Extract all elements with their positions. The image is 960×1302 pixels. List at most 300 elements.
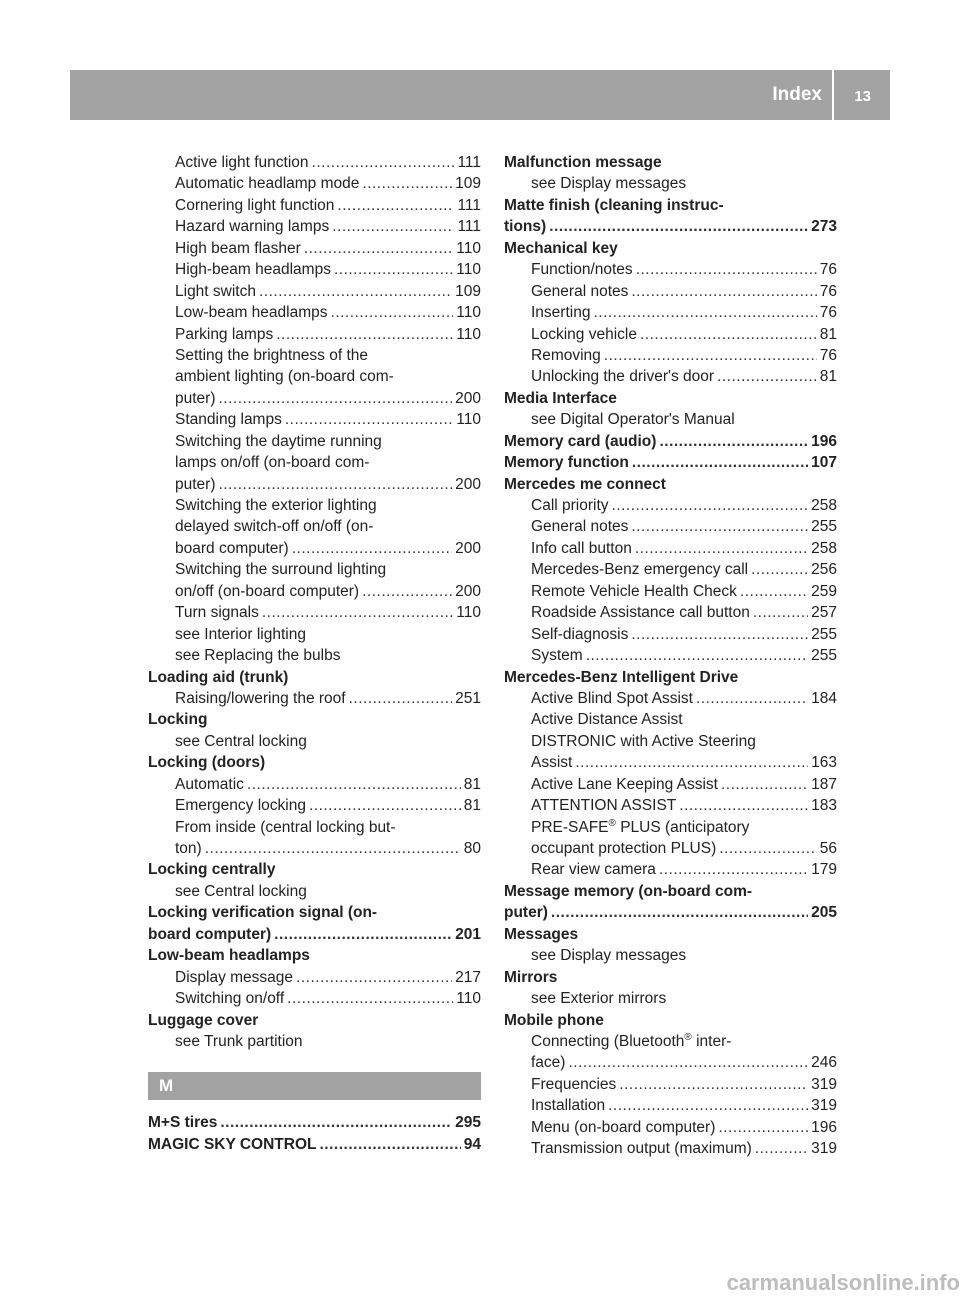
index-subentry[interactable] [504, 1074, 837, 1095]
index-list-m [148, 1112, 481, 1155]
index-subentry[interactable] [504, 302, 837, 323]
page-ref[interactable]: 81 [463, 797, 481, 815]
entry-label: Light switch [175, 282, 256, 300]
entry-label: Switching the exterior lighting [175, 497, 377, 514]
entry-text [531, 688, 693, 709]
entry-text [531, 817, 749, 838]
entry-text [504, 431, 656, 452]
index-entry[interactable] [148, 1112, 481, 1133]
entry-label: puter) [175, 389, 216, 407]
page-ref[interactable]: 319 [811, 1075, 837, 1093]
index-subentry[interactable] [504, 559, 837, 580]
entry-text [148, 924, 271, 945]
page-ref[interactable]: 179 [811, 861, 837, 879]
dot-leader [276, 324, 453, 345]
entry-label: Active light function [175, 154, 309, 171]
dot-leader [631, 516, 808, 537]
entry-label: MAGIC SKY CONTROL [148, 1135, 317, 1153]
index-entry[interactable] [504, 902, 837, 923]
entry-text [175, 259, 331, 280]
entry-text [531, 1074, 616, 1095]
entry-text [175, 559, 386, 580]
index-subentry [504, 945, 837, 966]
entry-label: Raising/lowering the roof [175, 689, 346, 707]
entry-text [531, 281, 628, 302]
entry-text [175, 431, 382, 452]
entry-text [531, 988, 666, 1009]
entry-label: board computer) [175, 539, 289, 557]
index-subentry[interactable] [148, 238, 481, 259]
page-ref[interactable]: 246 [811, 1054, 837, 1072]
dot-leader [753, 602, 808, 623]
index-subentry [148, 495, 481, 516]
index-subentry[interactable] [148, 774, 481, 795]
entry-text [175, 452, 369, 473]
entry-text [175, 474, 216, 495]
page-ref[interactable]: 111 [457, 218, 481, 236]
page-ref[interactable]: 56 [819, 840, 837, 857]
index-subentry[interactable] [504, 259, 837, 280]
entry-text [531, 624, 628, 645]
page-ref[interactable]: 217 [455, 968, 481, 986]
entry-label: Turn signals [175, 604, 259, 622]
index-subentry[interactable] [148, 474, 481, 495]
page-ref[interactable]: 187 [811, 775, 837, 793]
page-ref[interactable]: 183 [811, 797, 837, 815]
dot-leader [755, 1138, 808, 1159]
page-ref[interactable]: 200 [455, 475, 481, 493]
entry-label: Messages [504, 925, 579, 943]
index-entry [148, 752, 481, 773]
page-ref[interactable]: 255 [811, 625, 837, 643]
dot-leader [721, 774, 808, 795]
page-ref[interactable]: 196 [811, 1118, 837, 1136]
dot-leader [659, 859, 808, 880]
entry-text [531, 409, 735, 430]
dot-leader [312, 152, 455, 173]
entry-label: Function/notes [531, 261, 633, 279]
page-ref[interactable]: 319 [811, 1097, 837, 1115]
entry-text [531, 1052, 565, 1073]
dot-leader [751, 559, 808, 580]
section-m-header: M [148, 1072, 481, 1100]
page-ref[interactable]: 200 [455, 389, 481, 407]
index-subentry [148, 559, 481, 580]
entry-label: Installation [531, 1097, 606, 1115]
page-ref[interactable]: 273 [811, 218, 837, 236]
page-ref[interactable]: 110 [456, 304, 481, 322]
entry-text [531, 1031, 731, 1052]
entry-text [175, 173, 359, 194]
entry-text [531, 173, 686, 194]
page-ref[interactable]: 81 [819, 368, 837, 386]
index-entry [504, 388, 837, 409]
index-entry[interactable] [148, 924, 481, 945]
index-subentry[interactable] [504, 281, 837, 302]
dot-leader [219, 388, 453, 409]
dot-leader [696, 688, 808, 709]
entry-label: board computer) [148, 925, 272, 943]
entry-label: Automatic headlamp mode [175, 175, 360, 193]
page-ref[interactable]: 110 [456, 261, 481, 279]
entry-label: Locking (doors) [148, 754, 266, 772]
entry-label: From inside (central locking but- [175, 818, 396, 836]
entry-label: General notes [531, 282, 629, 300]
index-entry [504, 881, 837, 902]
entry-text [531, 345, 601, 366]
entry-text [531, 581, 737, 602]
entry-label: tions) [504, 218, 547, 236]
dot-leader [362, 581, 452, 602]
entry-label: occupant protection PLUS) [531, 840, 717, 857]
entry-label: ton) [175, 840, 202, 857]
entry-text [175, 817, 396, 838]
entry-text [175, 731, 307, 752]
entry-label: Removing [531, 346, 601, 364]
entry-label: face) [531, 1054, 566, 1072]
entry-text [148, 1112, 217, 1133]
index-subentry [148, 1031, 481, 1052]
watermark: carmanualsonline.info [726, 1270, 960, 1295]
entry-text [175, 302, 328, 323]
page-ref[interactable]: 76 [819, 346, 837, 364]
entry-label: Active Distance Assist [531, 711, 683, 729]
entry-label: Rear view camera [531, 861, 656, 879]
dot-leader [640, 324, 817, 345]
entry-text [175, 967, 293, 988]
page-ref[interactable]: 80 [463, 840, 481, 857]
index-list-right [504, 152, 837, 1160]
entry-text [175, 516, 373, 537]
page-ref[interactable]: 258 [811, 497, 837, 514]
index-entry [504, 152, 837, 173]
page-ref[interactable]: 110 [456, 325, 481, 343]
dot-leader [331, 302, 454, 323]
entry-text [504, 238, 618, 259]
dot-leader [619, 1074, 808, 1095]
index-entry [504, 195, 837, 216]
entry-text [531, 602, 750, 623]
page-ref[interactable]: 256 [811, 561, 837, 579]
dot-leader [337, 195, 454, 216]
entry-text [531, 559, 748, 580]
entry-text [148, 945, 310, 966]
dot-leader [575, 752, 808, 773]
page-ref[interactable]: 81 [463, 775, 481, 793]
index-subentry[interactable] [504, 1138, 837, 1159]
entry-label: Transmission output (maximum) [531, 1140, 752, 1158]
entry-label: Locking verification signal (on- [148, 904, 378, 922]
dot-leader [205, 838, 461, 859]
entry-label: see Digital Operator's Manual [531, 411, 735, 429]
entry-text [504, 388, 617, 409]
entry-label: Media Interface [504, 389, 617, 407]
entry-label: Remote Vehicle Health Check [531, 582, 737, 600]
index-entry[interactable] [504, 452, 837, 473]
index-subentry[interactable] [504, 324, 837, 345]
index-entry [148, 709, 481, 730]
index-subentry[interactable] [148, 538, 481, 559]
entry-label: Luggage cover [148, 1011, 259, 1029]
entry-text [531, 538, 632, 559]
dot-leader [285, 409, 453, 430]
index-subentry[interactable] [148, 152, 481, 173]
index-column-left [148, 152, 481, 1155]
index-subentry[interactable] [504, 538, 837, 559]
entry-text [175, 602, 259, 623]
entry-label: Setting the brightness of the [175, 346, 369, 364]
entry-text [531, 859, 656, 880]
dot-leader [309, 795, 461, 816]
entry-label: Active Lane Keeping Assist [531, 775, 718, 793]
page-ref[interactable]: 258 [811, 539, 837, 557]
entry-label: Menu (on-board computer) [531, 1118, 716, 1136]
index-subentry [148, 452, 481, 473]
entry-text [175, 195, 334, 216]
entry-text [175, 988, 284, 1009]
entry-label: Assist [531, 754, 573, 772]
dot-leader [631, 281, 816, 302]
page-ref[interactable]: 251 [455, 689, 481, 707]
index-subentry[interactable] [504, 1117, 837, 1138]
entry-label: Connecting (Bluetooth [531, 1032, 685, 1050]
index-subentry[interactable] [504, 602, 837, 623]
entry-label: Display message [175, 968, 294, 986]
entry-label: see Replacing the bulbs [175, 647, 341, 665]
entry-text [175, 152, 309, 173]
entry-label: Roadside Assistance call button [531, 604, 750, 622]
index-subentry[interactable] [504, 1095, 837, 1116]
index-subentry[interactable] [504, 345, 837, 366]
index-subentry[interactable] [148, 173, 481, 194]
index-subentry[interactable] [504, 838, 837, 859]
index-column-right [504, 152, 837, 1160]
entry-text [175, 409, 282, 430]
entry-label: Cornering light function [175, 196, 335, 214]
entry-label: Malfunction message [504, 154, 662, 171]
entry-label: Mercedes-Benz Intelligent Drive [504, 668, 739, 686]
page-ref[interactable]: 259 [811, 582, 837, 600]
index-entry [504, 474, 837, 495]
index-subentry[interactable] [148, 281, 481, 302]
entry-text [175, 688, 346, 709]
dot-leader [631, 624, 808, 645]
index-subentry[interactable] [148, 967, 481, 988]
entry-text [148, 1010, 258, 1031]
entry-label: Low-beam headlamps [148, 947, 310, 965]
dot-leader [362, 173, 452, 194]
index-subentry[interactable] [504, 1052, 837, 1073]
index-entry [504, 924, 837, 945]
dot-leader [718, 1117, 808, 1138]
index-subentry[interactable] [504, 688, 837, 709]
page-ref[interactable]: 205 [811, 904, 837, 922]
entry-label: Memory card (audio) [504, 432, 657, 450]
entry-label: Locking centrally [148, 861, 276, 879]
index-subentry[interactable] [504, 774, 837, 795]
entry-text [531, 324, 637, 345]
dot-leader [304, 238, 453, 259]
index-subentry[interactable] [148, 259, 481, 280]
entry-text [531, 945, 686, 966]
page-ref[interactable]: 196 [811, 432, 837, 450]
entry-label: Parking lamps [175, 325, 274, 343]
entry-label: Switching the surround lighting [175, 561, 387, 579]
dot-leader [551, 902, 808, 923]
page-ref[interactable]: 184 [811, 689, 837, 707]
index-subentry [148, 516, 481, 537]
index-subentry[interactable] [148, 195, 481, 216]
entry-label: Locking [148, 711, 208, 729]
entry-text [175, 216, 329, 237]
page-ref[interactable]: 200 [455, 582, 481, 600]
page-ref[interactable]: 257 [811, 604, 837, 622]
page-ref[interactable]: 163 [811, 754, 837, 772]
index-subentry [504, 731, 837, 752]
entry-text [175, 624, 306, 645]
entry-text [531, 774, 718, 795]
index-subentry[interactable] [504, 624, 837, 645]
index-subentry[interactable] [148, 988, 481, 1009]
entry-text [175, 281, 256, 302]
page-ref[interactable]: 94 [463, 1135, 481, 1153]
entry-label: delayed switch-off on/off (on- [175, 518, 374, 536]
index-subentry[interactable] [504, 581, 837, 602]
entry-text [504, 452, 629, 473]
entry-label: M+S tires [148, 1114, 218, 1132]
page-ref[interactable]: 110 [456, 990, 481, 1008]
index-subentry[interactable] [148, 216, 481, 237]
index-entry[interactable] [148, 1134, 481, 1155]
index-subentry [504, 709, 837, 730]
index-subentry[interactable] [504, 495, 837, 516]
dot-leader [612, 495, 809, 516]
dot-leader [220, 1112, 452, 1133]
index-subentry[interactable] [148, 602, 481, 623]
entry-text [531, 495, 609, 516]
entry-label: Message memory (on-board com- [504, 882, 753, 900]
dot-leader [549, 216, 808, 237]
page-ref[interactable]: 110 [456, 239, 481, 257]
entry-text [531, 709, 683, 730]
entry-label: puter) [504, 904, 548, 922]
dot-leader [320, 1134, 461, 1155]
index-entry[interactable] [504, 216, 837, 237]
entry-label: System [531, 647, 583, 665]
index-subentry [504, 409, 837, 430]
entry-text [175, 538, 289, 559]
index-subentry[interactable] [504, 645, 837, 666]
index-subentry[interactable] [148, 324, 481, 345]
dot-leader [635, 538, 808, 559]
index-subentry[interactable] [148, 795, 481, 816]
index-subentry [504, 988, 837, 1009]
entry-label: see Display messages [531, 175, 687, 193]
entry-label: Call priority [531, 497, 609, 514]
entry-text [531, 366, 714, 387]
entry-label: Switching the daytime running [175, 432, 382, 450]
entry-label: Switching on/off [175, 990, 285, 1008]
page-ref[interactable]: 295 [455, 1114, 481, 1132]
entry-label: see Central locking [175, 882, 307, 900]
entry-label: see Exterior mirrors [531, 990, 667, 1008]
page-ref[interactable]: 81 [819, 325, 837, 343]
dot-leader [334, 259, 453, 280]
entry-label: PRE-SAFE [531, 818, 609, 836]
index-subentry [504, 1031, 837, 1052]
entry-label: Loading aid (trunk) [148, 668, 289, 686]
entry-label: Mechanical key [504, 239, 618, 257]
section-title: Index [772, 84, 822, 105]
page-ref[interactable]: 76 [819, 282, 837, 300]
entry-text [175, 645, 340, 666]
page-ref[interactable]: 201 [455, 925, 481, 943]
page-ref[interactable]: 111 [457, 154, 481, 171]
page-ref[interactable]: 110 [456, 411, 481, 429]
entry-label: see Central locking [175, 732, 307, 750]
index-subentry[interactable] [148, 688, 481, 709]
index-subentry[interactable] [148, 388, 481, 409]
entry-text [148, 859, 275, 880]
entry-text [504, 881, 752, 902]
page-ref[interactable]: 319 [811, 1140, 837, 1158]
index-subentry[interactable] [148, 409, 481, 430]
index-subentry [148, 345, 481, 366]
index-subentry[interactable] [148, 302, 481, 323]
dot-leader [632, 452, 808, 473]
dot-leader [586, 645, 808, 666]
entry-label: Mercedes me connect [504, 475, 666, 493]
dot-leader [679, 795, 808, 816]
index-subentry [148, 645, 481, 666]
entry-label: Unlocking the driver's door [531, 368, 715, 386]
index-subentry [504, 173, 837, 194]
dot-leader [349, 688, 453, 709]
index-subentry[interactable] [504, 516, 837, 537]
index-subentry[interactable] [504, 859, 837, 880]
index-entry [504, 238, 837, 259]
index-subentry[interactable] [504, 752, 837, 773]
index-entry[interactable] [504, 431, 837, 452]
entry-text [531, 1138, 752, 1159]
index-subentry[interactable] [148, 838, 481, 859]
index-subentry [148, 624, 481, 645]
index-subentry[interactable] [504, 795, 837, 816]
page-ref[interactable]: 76 [819, 304, 837, 322]
page-ref[interactable]: 255 [811, 647, 837, 665]
page-ref[interactable]: 76 [819, 261, 837, 279]
page-ref[interactable]: 111 [457, 196, 481, 214]
page-ref[interactable]: 109 [455, 175, 481, 193]
entry-text [531, 302, 590, 323]
page-ref[interactable]: 255 [811, 518, 837, 536]
entry-label: Locking vehicle [531, 325, 637, 343]
registered-mark: ® [684, 1031, 692, 1043]
page-ref[interactable]: 109 [455, 282, 481, 300]
entry-text [504, 902, 548, 923]
index-subentry [148, 881, 481, 902]
entry-label: Self-diagnosis [531, 625, 629, 643]
dot-leader [332, 216, 454, 237]
entry-text [175, 581, 359, 602]
entry-text [148, 667, 288, 688]
page-ref[interactable]: 200 [455, 539, 481, 557]
page-header [70, 70, 890, 120]
index-subentry[interactable] [148, 581, 481, 602]
page-ref[interactable]: 110 [456, 604, 481, 622]
index-subentry[interactable] [504, 366, 837, 387]
page-ref[interactable]: 107 [811, 454, 837, 472]
